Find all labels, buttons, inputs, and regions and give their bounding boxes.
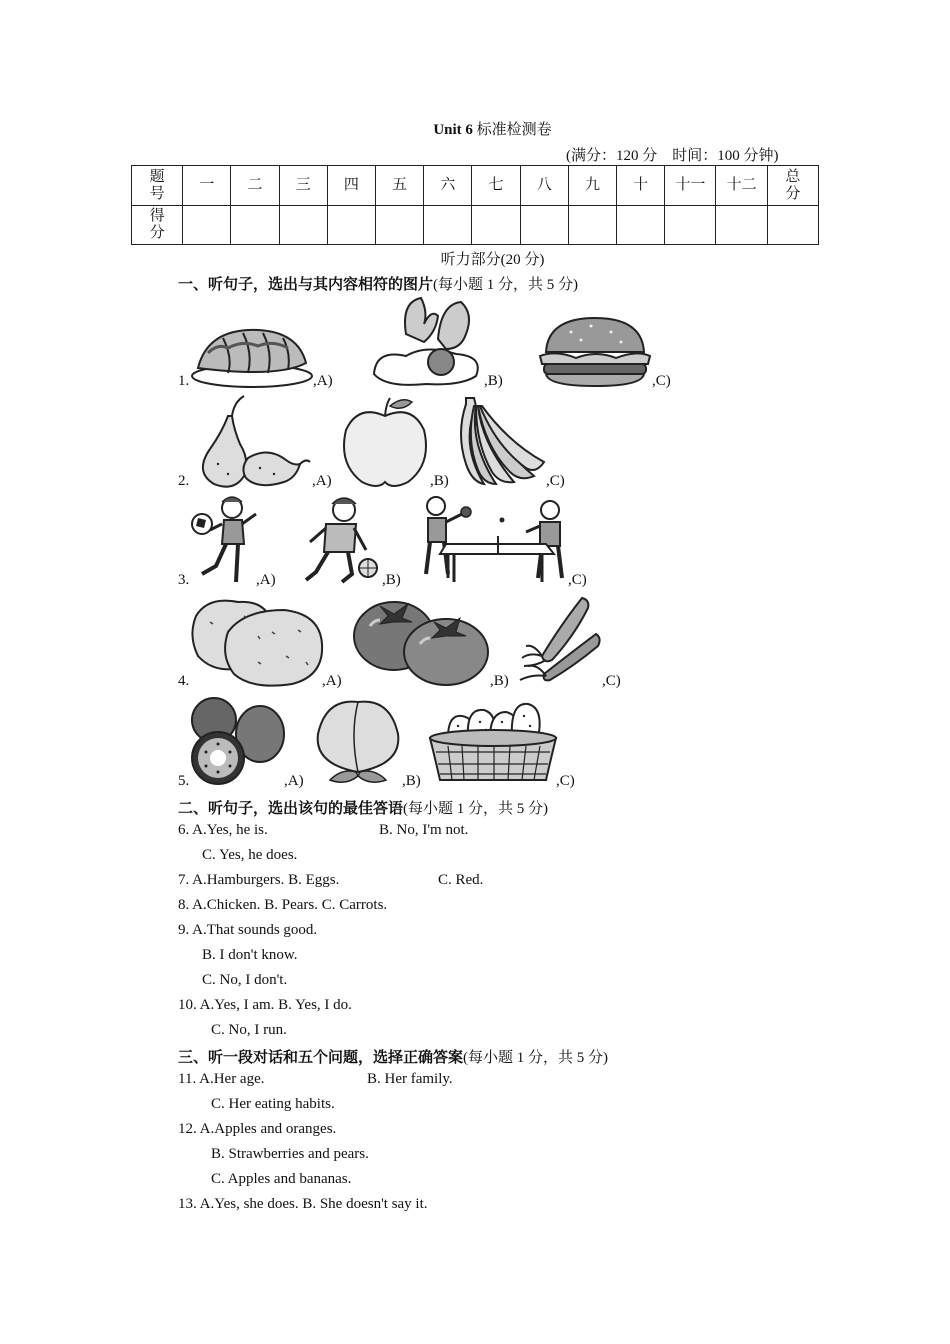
option-line: B. Her family. bbox=[367, 1071, 453, 1087]
tomato-icon[interactable] bbox=[350, 596, 492, 688]
score-cell[interactable] bbox=[376, 206, 424, 245]
col-header: 七 bbox=[472, 166, 520, 206]
option-label: ,C) bbox=[652, 373, 671, 389]
banana-icon[interactable] bbox=[456, 394, 546, 490]
title-unit: Unit 6 bbox=[433, 122, 473, 138]
score-cell[interactable] bbox=[183, 206, 231, 245]
col-header: 九 bbox=[568, 166, 616, 206]
option-label: ,B) bbox=[402, 773, 421, 789]
kiwi-icon[interactable] bbox=[188, 694, 286, 788]
grade-table-score-row bbox=[132, 206, 819, 245]
carrot-icon[interactable] bbox=[516, 594, 604, 688]
option-label: ,A) bbox=[284, 773, 304, 789]
bread-icon[interactable] bbox=[188, 318, 316, 390]
grade-table-header-row bbox=[132, 166, 819, 206]
question-number: 1. bbox=[178, 373, 190, 389]
title-text: 标准检测卷 bbox=[476, 122, 552, 138]
potato-icon[interactable] bbox=[188, 596, 326, 688]
egg-icon[interactable] bbox=[366, 294, 488, 390]
soccer-boy-icon[interactable] bbox=[186, 494, 260, 588]
strawberry-basket-icon[interactable] bbox=[428, 694, 558, 788]
score-cell[interactable] bbox=[520, 206, 568, 245]
option-label: ,B) bbox=[484, 373, 503, 389]
option-line: B. I don't know. bbox=[202, 947, 298, 963]
option-label: ,A) bbox=[312, 473, 332, 489]
option-label: ,C) bbox=[568, 572, 587, 588]
score-cell[interactable] bbox=[568, 206, 616, 245]
option-label: ,C) bbox=[556, 773, 575, 789]
score-info: (满分：120 分 时间：100 分钟) bbox=[566, 148, 779, 164]
score-cell[interactable] bbox=[767, 206, 818, 245]
option-label: ,C) bbox=[602, 673, 621, 689]
score-cell[interactable] bbox=[716, 206, 767, 245]
score-cell[interactable] bbox=[231, 206, 279, 245]
peach-icon[interactable] bbox=[312, 694, 404, 788]
page-title bbox=[0, 118, 950, 139]
score-cell[interactable] bbox=[424, 206, 472, 245]
col-header: 四 bbox=[327, 166, 375, 206]
col-header: 一 bbox=[183, 166, 231, 206]
score-cell[interactable] bbox=[327, 206, 375, 245]
option-label: ,A) bbox=[313, 373, 333, 389]
section2-title: 二、听句子，选出该句的最佳答语(每小题 1 分，共 5 分) bbox=[178, 799, 549, 817]
col-header-total: 总分 bbox=[767, 166, 818, 206]
option-line: C. Yes, he does. bbox=[202, 847, 298, 863]
question-13: 13. A.Yes, she does. B. She doesn't say it. bbox=[178, 1196, 428, 1212]
question-number: 4. bbox=[178, 673, 190, 689]
col-header: 十 bbox=[617, 166, 665, 206]
section3-title: 三、听一段对话和五个问题，选择正确答案(每小题 1 分，共 5 分) bbox=[178, 1048, 609, 1066]
listening-header: 听力部分(20 分) bbox=[440, 252, 545, 268]
question-6: 6. A.Yes, he is. bbox=[178, 822, 268, 838]
col-header: 二 bbox=[231, 166, 279, 206]
option-line: C. No, I don't. bbox=[202, 972, 288, 988]
option-label: ,C) bbox=[546, 473, 565, 489]
row-label-question: 题号 bbox=[132, 166, 183, 206]
option-line: C. Red. bbox=[438, 872, 484, 888]
option-label: ,A) bbox=[256, 572, 276, 588]
option-label: ,B) bbox=[382, 572, 401, 588]
option-label: ,B) bbox=[430, 473, 449, 489]
score-cell[interactable] bbox=[665, 206, 716, 245]
col-header: 三 bbox=[279, 166, 327, 206]
score-cell[interactable] bbox=[617, 206, 665, 245]
option-line: B. Strawberries and pears. bbox=[211, 1146, 369, 1162]
question-10: 10. A.Yes, I am. B. Yes, I do. bbox=[178, 997, 352, 1013]
score-cell[interactable] bbox=[472, 206, 520, 245]
col-header: 五 bbox=[376, 166, 424, 206]
option-line: C. Apples and bananas. bbox=[211, 1171, 352, 1187]
question-8: 8. A.Chicken. B. Pears. C. Carrots. bbox=[178, 897, 388, 913]
row-label-score: 得分 bbox=[132, 206, 183, 245]
question-9: 9. A.That sounds good. bbox=[178, 922, 318, 938]
option-line: B. No, I'm not. bbox=[379, 822, 469, 838]
question-11: 11. A.Her age. bbox=[178, 1071, 265, 1087]
option-label: ,B) bbox=[490, 673, 509, 689]
question-number: 5. bbox=[178, 773, 190, 789]
question-7: 7. A.Hamburgers. B. Eggs. bbox=[178, 872, 340, 888]
col-header: 十一 bbox=[665, 166, 716, 206]
col-header: 八 bbox=[520, 166, 568, 206]
basketball-boy-icon[interactable] bbox=[292, 494, 384, 588]
grade-table bbox=[131, 165, 819, 245]
question-number: 2. bbox=[178, 473, 190, 489]
col-header: 六 bbox=[424, 166, 472, 206]
option-label: ,A) bbox=[322, 673, 342, 689]
question-number: 3. bbox=[178, 572, 190, 588]
option-line: C. No, I run. bbox=[211, 1022, 287, 1038]
score-cell[interactable] bbox=[279, 206, 327, 245]
question-12: 12. A.Apples and oranges. bbox=[178, 1121, 337, 1137]
hamburger-icon[interactable] bbox=[536, 314, 654, 390]
section1-title: 一、听句子，选出与其内容相符的图片(每小题 1 分，共 5 分) bbox=[178, 275, 579, 293]
pear-icon[interactable] bbox=[188, 394, 313, 490]
apple-icon[interactable] bbox=[338, 394, 432, 490]
option-line: C. Her eating habits. bbox=[211, 1096, 335, 1112]
ping-pong-icon[interactable] bbox=[418, 494, 570, 588]
col-header: 十二 bbox=[716, 166, 767, 206]
